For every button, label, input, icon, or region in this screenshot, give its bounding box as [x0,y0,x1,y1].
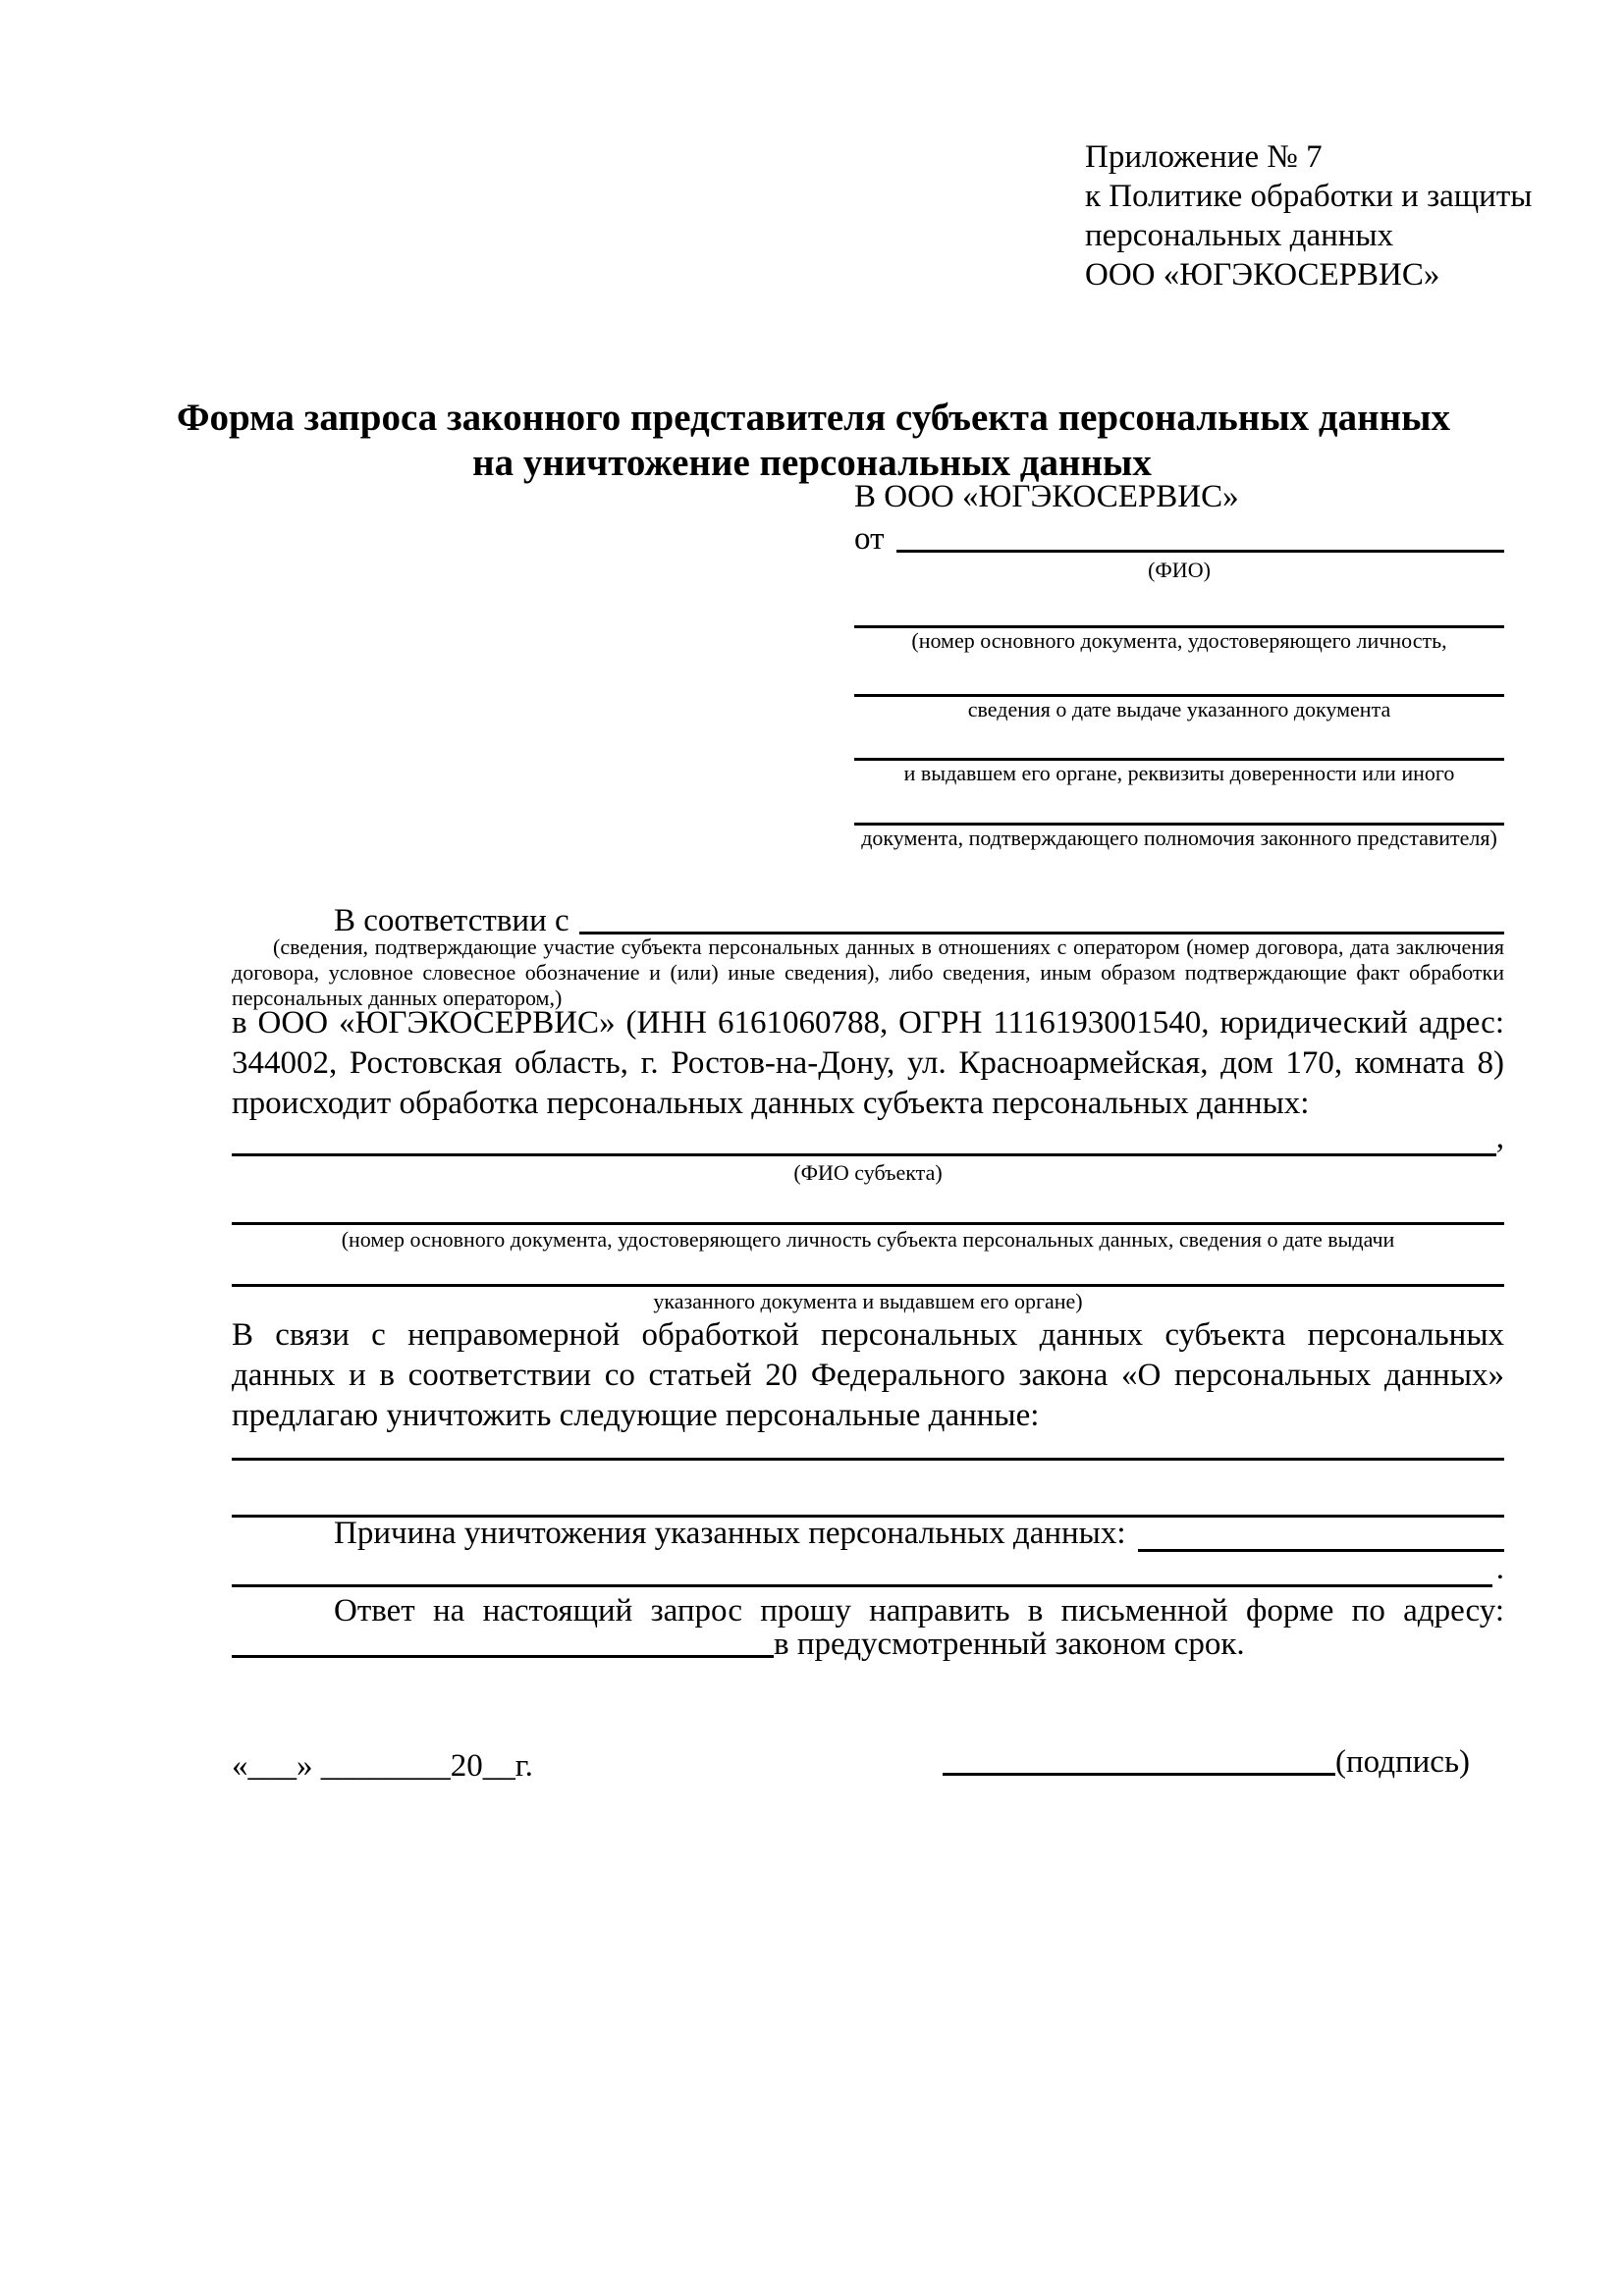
addressee-to: В ООО «ЮГЭКОСЕРВИС» [854,479,1239,514]
subject-fio-blank-line [232,1153,1496,1156]
caption-fio: (ФИО) [1148,558,1211,582]
addressee-block [854,479,1504,851]
document-title [177,396,1451,486]
appendix-company: ООО «ЮГЭКОСЕРВИС» [1085,257,1440,293]
appendix-policy-line2: персональных данных [1085,218,1394,253]
signature-blank-line [943,1773,1335,1776]
accordance-note: (сведения, подтверждающие участие субъекта персональных данных в отношениях с оператором (номер договора, дата заключения договора, условное словесное обозначение и (или) иные сведения), либо сведения, иным образом подтверждающие факт обработки персональных данных оператором,) [232,934,1504,1010]
caption-authority-doc: документа, подтверждающего полномочия законного представителя) [861,826,1497,850]
subject-doc-blank-line [232,1186,1504,1225]
address-blank-line [232,1655,774,1658]
caption-doc-number: (номер основного документа, удостоверяющего личность, [911,628,1447,653]
blank-line-issue-date [854,654,1504,697]
subject-fio-row [232,1121,1504,1156]
footer-row [232,1744,1504,1788]
accordance-label: В соответствии с [334,903,569,938]
caption-subject-fio: (ФИО субъекта) [793,1160,943,1185]
blank-line-authority-doc [854,786,1504,826]
caption-subject-doc: (номер основного документа, удостоверяющего личность субъекта персональных данных, сведения о дате выдачи [341,1227,1395,1252]
caption-subject-doc-2: указанного документа и выдавшем его органе) [653,1289,1083,1313]
title-line-2: на уничтожение персональных данных [472,442,1152,484]
reply-paragraph: Ответ на настоящий запрос прошу направить в письменной форме по адресу: [334,1593,1504,1629]
blank-line-doc-number [854,583,1504,628]
accordance-row [232,895,1504,939]
operator-paragraph: в ООО «ЮГЭКОСЕРВИС» (ИНН 6161060788, ОГРН 1116193001540, юридический адрес: 344002, Ростовская область, г. Ростов-на-Дону, ул. Красноармейская, дом 170, комната 8) происходит обработка персональных данных субъекта персональных данных: [232,1005,1504,1121]
reason-label: Причина уничтожения указанных персональных данных: [334,1516,1126,1551]
from-row [854,520,1504,558]
appendix-header [1085,137,1532,294]
reply-tail: в предусмотренный законом срок. [774,1627,1245,1662]
subject-doc-blank-line-2 [232,1255,1504,1287]
data-blank-line-2 [232,1463,1504,1518]
data-blank-line-1 [232,1428,1504,1461]
demand-paragraph: В связи с неправомерной обработкой персональных данных субъекта персональных данных и в соответствии со статьей 20 Федерального закона «О персональных данных» предлагаю уничтожить следующие персональные данные: [232,1317,1504,1433]
reply-address-row [232,1627,1504,1663]
from-blank-line [896,550,1505,553]
from-label: от [854,521,885,557]
reason-row [232,1516,1504,1552]
date-blank: «___» ________20__г. [232,1748,533,1784]
title-line-1: Форма запроса законного представителя субъекта персональных данных [177,397,1451,439]
reason-blank-line [1138,1549,1504,1552]
signature-group [943,1744,1470,1781]
subject-line-comma: , [1495,1120,1504,1155]
appendix-policy-line: к Политике обработки и защиты [1085,179,1533,214]
reason-continuation-row [232,1551,1504,1587]
appendix-number: Приложение № 7 [1085,139,1323,175]
signature-caption: (подпись) [1335,1744,1470,1780]
reason-continuation-line [232,1584,1492,1587]
line-period: . [1495,1551,1504,1586]
caption-issuer: и выдавшем его органе, реквизиты доверенности или иного [903,761,1455,785]
blank-line-issuer [854,722,1504,761]
caption-issue-date: сведения о дате выдаче указанного документа [967,697,1391,721]
